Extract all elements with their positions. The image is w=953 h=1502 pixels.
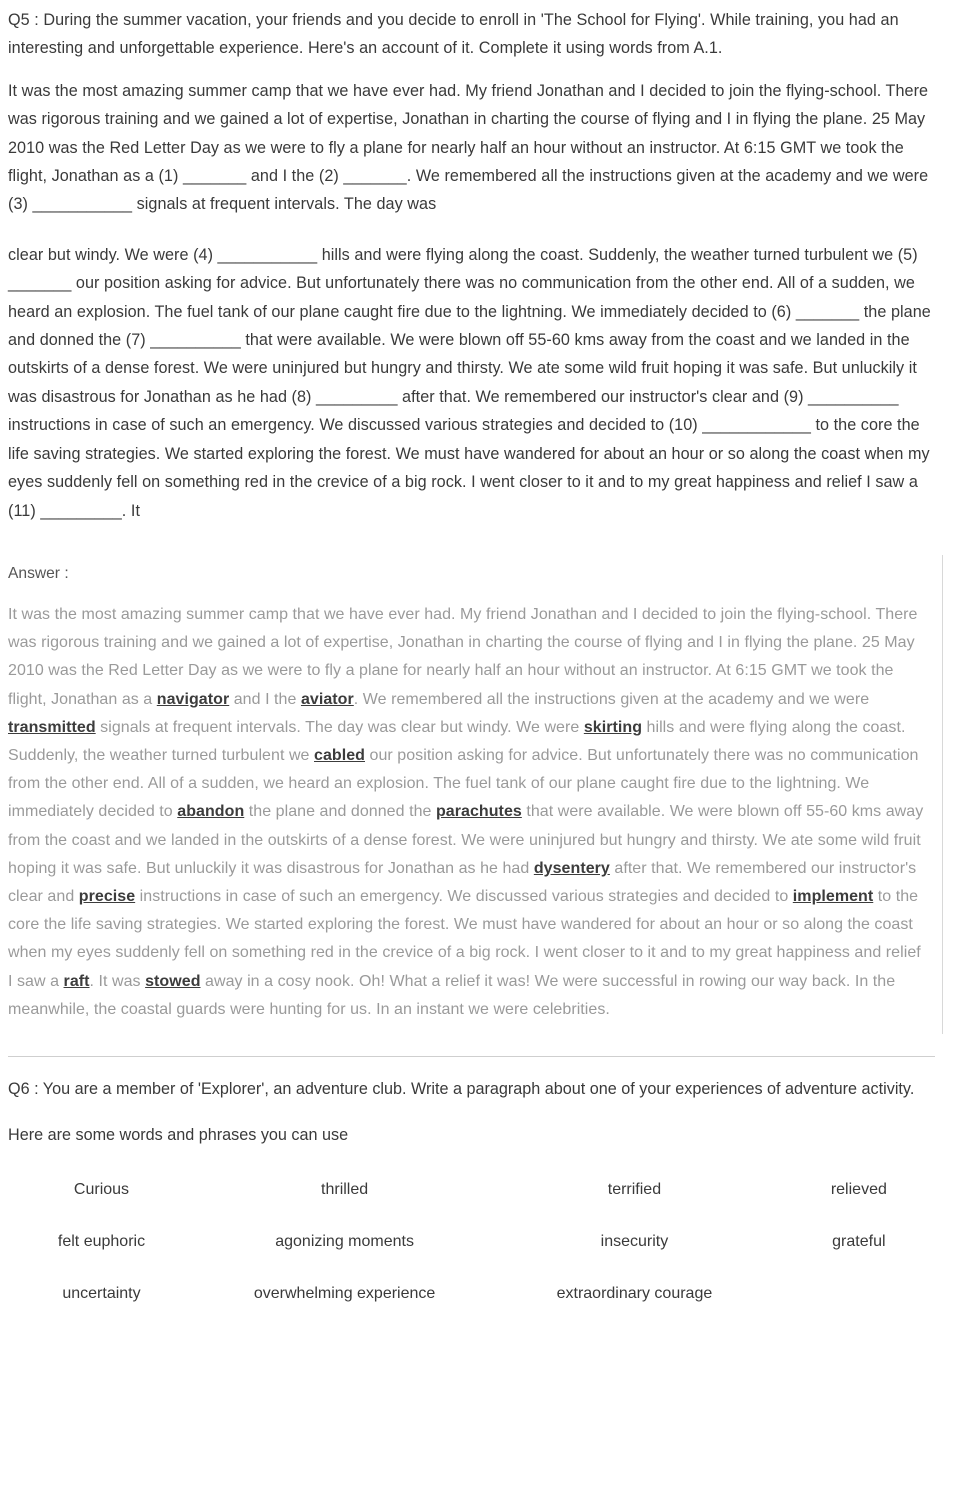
word-bank-item: Curious <box>73 1180 130 1198</box>
section-divider <box>8 1056 935 1057</box>
word-bank-row <box>8 1268 943 1320</box>
word-bank-item: relieved <box>830 1180 887 1198</box>
word-bank-item: grateful <box>832 1232 886 1250</box>
question-5-prompt-text: During the summer vacation, your friends and you decide to enroll in 'The School for Flying'. While training, you had an interesting and unforgettable experience. Here's an account of it. Complete it using words from A.1. <box>8 11 899 58</box>
word-bank-item: terrified <box>607 1180 662 1198</box>
word-bank-item: agonizing moments <box>275 1232 414 1250</box>
question-6-label: Q6 : <box>8 1079 43 1098</box>
word-bank-item: uncertainty <box>62 1284 141 1302</box>
answer-word: stowed <box>145 972 201 990</box>
word-bank-item: insecurity <box>600 1232 669 1250</box>
question-6-prompt <box>8 1075 943 1103</box>
question-5-passage-part-2: clear but windy. We were (4) ___________ hills and were flying along the coast. Suddenly, the weather turned turbulent we (5) _______ our position asking for advice. But unfortunately there was no communication from the other end. All of a sudden, we heard an explosion. The fuel tank of our plane caught fire due to the lightning. We immediately decided to (6) _______ the plane and donned the (7) __________ that were available. We were blown off 55-60 kms away from the coast and we landed in the outskirts of a dense forest. We were uninjured but hungry and thirsty. We ate some wild fruit hoping it was safe. But unluckily it was disastrous for Jonathan as he had (8) _________ after that. We remembered our instructor's clear and (9) __________ instructions in case of such an emergency. We discussed various strategies and decided to (10) ____________ to the core the life saving strategies. We started exploring the forest. We must have wandered for about an hour or so along the coast when my eyes suddenly fell on something red in the crevice of a big rock. I went closer to it and to my great happiness and relief I saw a (11) _________. It <box>8 245 931 520</box>
question-6-intro: Here are some words and phrases you can use <box>8 1126 349 1145</box>
answer-word: skirting <box>583 718 643 736</box>
word-bank-row <box>8 1216 943 1268</box>
answer-word: precise <box>78 887 136 905</box>
answer-label: Answer : <box>8 564 69 582</box>
answer-word: raft <box>63 972 90 990</box>
answer-word: abandon <box>177 803 245 821</box>
word-bank-item: thrilled <box>321 1180 369 1198</box>
answer-passage: It was the most amazing summer camp that we have ever had. My friend Jonathan and I decided to join the flying-school. There was rigorous training and we gained a lot of expertise, Jonathan in charting the course of flying and I in flying the plane. 25 May 2010 was the Red Letter Day as we were to fly a plane for nearly half an hour without an instructor. At 6:15 GMT we took the flight, Jonathan as a navigator and I the aviator. We remembered all the instructions given at the academy and we were transmitted signals at frequent intervals. The day was clear but windy. We were skirting hills and were flying along the coast. Suddenly, the weather turned turbulent we cabled our position asking for advice. But unfortunately there was no communication from the other end. All of a sudden, we heard an explosion. The fuel tank of our plane caught fire due to the lightning. We immediately decided to abandon the plane and donned the parachutes that were available. We were blown off 55-60 kms away from the coast and we landed in the outskirts of a dense forest. We were uninjured but hungry and thirsty. We ate some wild fruit hoping it was safe. But unluckily it was disastrous for Jonathan as he had dysentery after that. We remembered our instructor's clear and precise instructions in case of such an emergency. We discussed various strategies and decided to implement to the core the life saving strategies. We started exploring the forest. We must have wandered for about an hour or so along the coast when my eyes suddenly fell on something red in the crevice of a big rock. I went closer to it and to my great happiness and relief I saw a raft. It was stowed away in a cosy nook. Oh! What a relief it was! We were successful in rowing our way back. In the meanwhile, the coastal guards were hunting for us. In an instant we were celebrities. <box>8 605 924 1018</box>
question-6-block <box>8 1075 943 1320</box>
word-bank-empty-cell <box>775 1268 943 1320</box>
question-5-passage-part-1: It was the most amazing summer camp that we have ever had. My friend Jonathan and I decided to join the flying-school. There was rigorous training and we gained a lot of expertise, Jonathan in charting the course of flying and I in flying the plane. 25 May 2010 was the Red Letter Day as we were to fly a plane for nearly half an hour without an instructor. At 6:15 GMT we took the flight, Jonathan as a (1) _______ and I the (2) _______. We remembered all the instructions given at the academy and we were (3) ___________ signals at frequent intervals. The day was <box>8 81 929 214</box>
question-5-block <box>8 6 943 525</box>
word-bank-row <box>8 1164 943 1216</box>
word-bank-body <box>8 1164 943 1320</box>
answer-word: implement <box>792 887 874 905</box>
answer-block <box>8 555 943 1034</box>
answer-word: dysentery <box>533 859 610 877</box>
word-bank-item: felt euphoric <box>57 1232 146 1250</box>
word-bank-item: overwhelming experience <box>253 1284 436 1302</box>
answer-word: aviator <box>300 690 354 708</box>
answer-word: cabled <box>314 746 365 764</box>
answer-word: transmitted <box>8 718 96 736</box>
word-bank-item: extraordinary courage <box>556 1284 713 1302</box>
question-5-label: Q5 : <box>8 11 44 29</box>
answer-word: navigator <box>156 690 230 708</box>
answer-word: parachutes <box>435 803 522 821</box>
word-bank-table <box>8 1164 943 1320</box>
question-5-prompt <box>8 6 943 63</box>
question-6-prompt-text: You are a member of 'Explorer', an adventure club. Write a paragraph about one of your experiences of adventure activity. <box>42 1079 915 1098</box>
